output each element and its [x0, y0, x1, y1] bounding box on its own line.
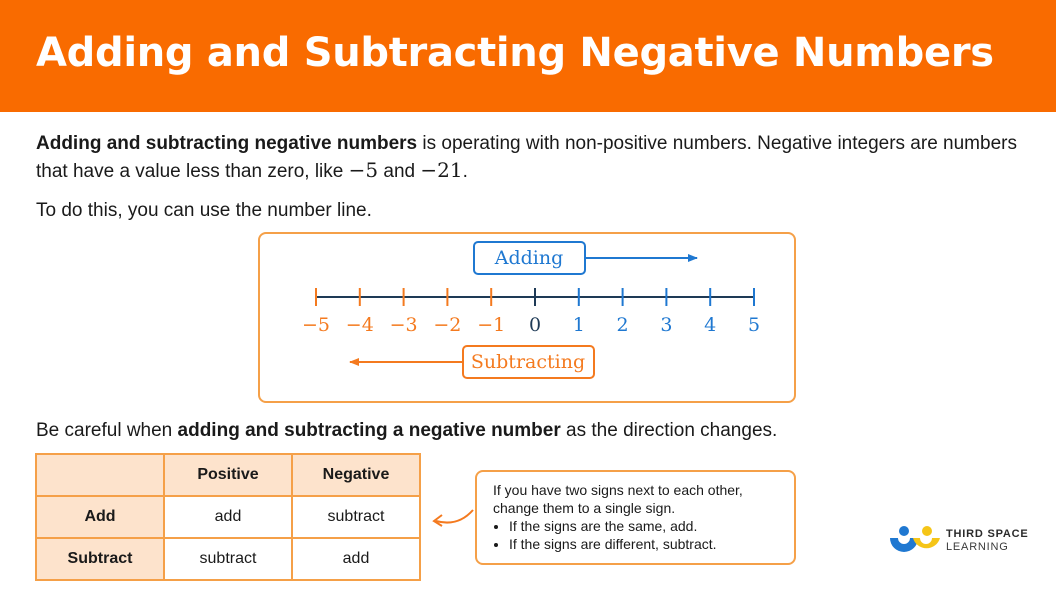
example-minus-twenty-one: −21	[420, 158, 463, 182]
table-cell: add	[292, 538, 420, 580]
table-cell: add	[164, 496, 292, 538]
instruction-text: To do this, you can use the number line.	[36, 200, 372, 221]
brand-line-2: LEARNING	[946, 541, 1009, 553]
adding-label: Adding	[494, 247, 564, 269]
number-line-tick-label: 4	[704, 314, 717, 336]
table-row	[36, 538, 420, 580]
brand-line-1: THIRD SPACE	[946, 528, 1029, 540]
table-header-negative: Negative	[292, 454, 420, 496]
caution-bold: adding and subtracting a negative number	[177, 420, 561, 441]
number-line-tick-label: 2	[616, 314, 629, 336]
example-minus-five: −5	[348, 158, 379, 182]
caution-post: as the direction changes.	[560, 420, 778, 441]
number-line-tick-label: −1	[477, 314, 506, 336]
table-cell: subtract	[164, 538, 292, 580]
page-title: Adding and Subtracting Negative Numbers	[36, 30, 994, 76]
table-header-blank	[36, 454, 164, 496]
intro-and: and	[378, 161, 421, 182]
number-line-tick-label: −5	[301, 314, 331, 336]
table-header-row	[36, 454, 420, 496]
third-space-learning-logo-icon	[888, 523, 942, 555]
intro-text: is operating with non-positive numbers. Negative integers are numbers that have a value less than zero, like	[36, 133, 1017, 182]
sign-rules-table	[35, 453, 421, 581]
number-line-tick-label: −3	[389, 314, 418, 336]
caution-pre: Be careful when	[36, 420, 178, 441]
header-banner	[0, 0, 1056, 112]
number-line-tick-label: −2	[433, 314, 462, 336]
table-cell: subtract	[292, 496, 420, 538]
note-intro: If you have two signs next to each other, change them to a single sign.	[493, 482, 743, 516]
number-line-tick-label: 1	[572, 314, 585, 336]
caution-text	[36, 417, 777, 444]
list-item: • If the signs are different, subtract.	[509, 535, 780, 553]
number-line-tick-label: 5	[747, 314, 761, 336]
table-row	[36, 496, 420, 538]
number-line-ticks	[302, 288, 760, 336]
curved-arrow-icon	[428, 505, 478, 535]
number-line-tick-label: −4	[345, 314, 374, 336]
number-line-diagram	[258, 232, 796, 403]
table-header-positive: Positive	[164, 454, 292, 496]
number-line-tick-label: 0	[528, 314, 542, 336]
row-label-add: Add	[36, 496, 164, 538]
intro-paragraph	[36, 130, 1026, 185]
number-line-tick-label: 3	[660, 314, 673, 336]
row-label-subtract: Subtract	[36, 538, 164, 580]
note-bullets	[493, 517, 780, 553]
intro-end: .	[462, 161, 468, 182]
intro-bold-term: Adding and subtracting negative numbers	[36, 133, 418, 154]
sign-rules-note	[475, 470, 796, 565]
brand-name	[946, 528, 1029, 554]
subtracting-label: Subtracting	[470, 351, 586, 373]
list-item: • If the signs are the same, add.	[509, 517, 780, 535]
